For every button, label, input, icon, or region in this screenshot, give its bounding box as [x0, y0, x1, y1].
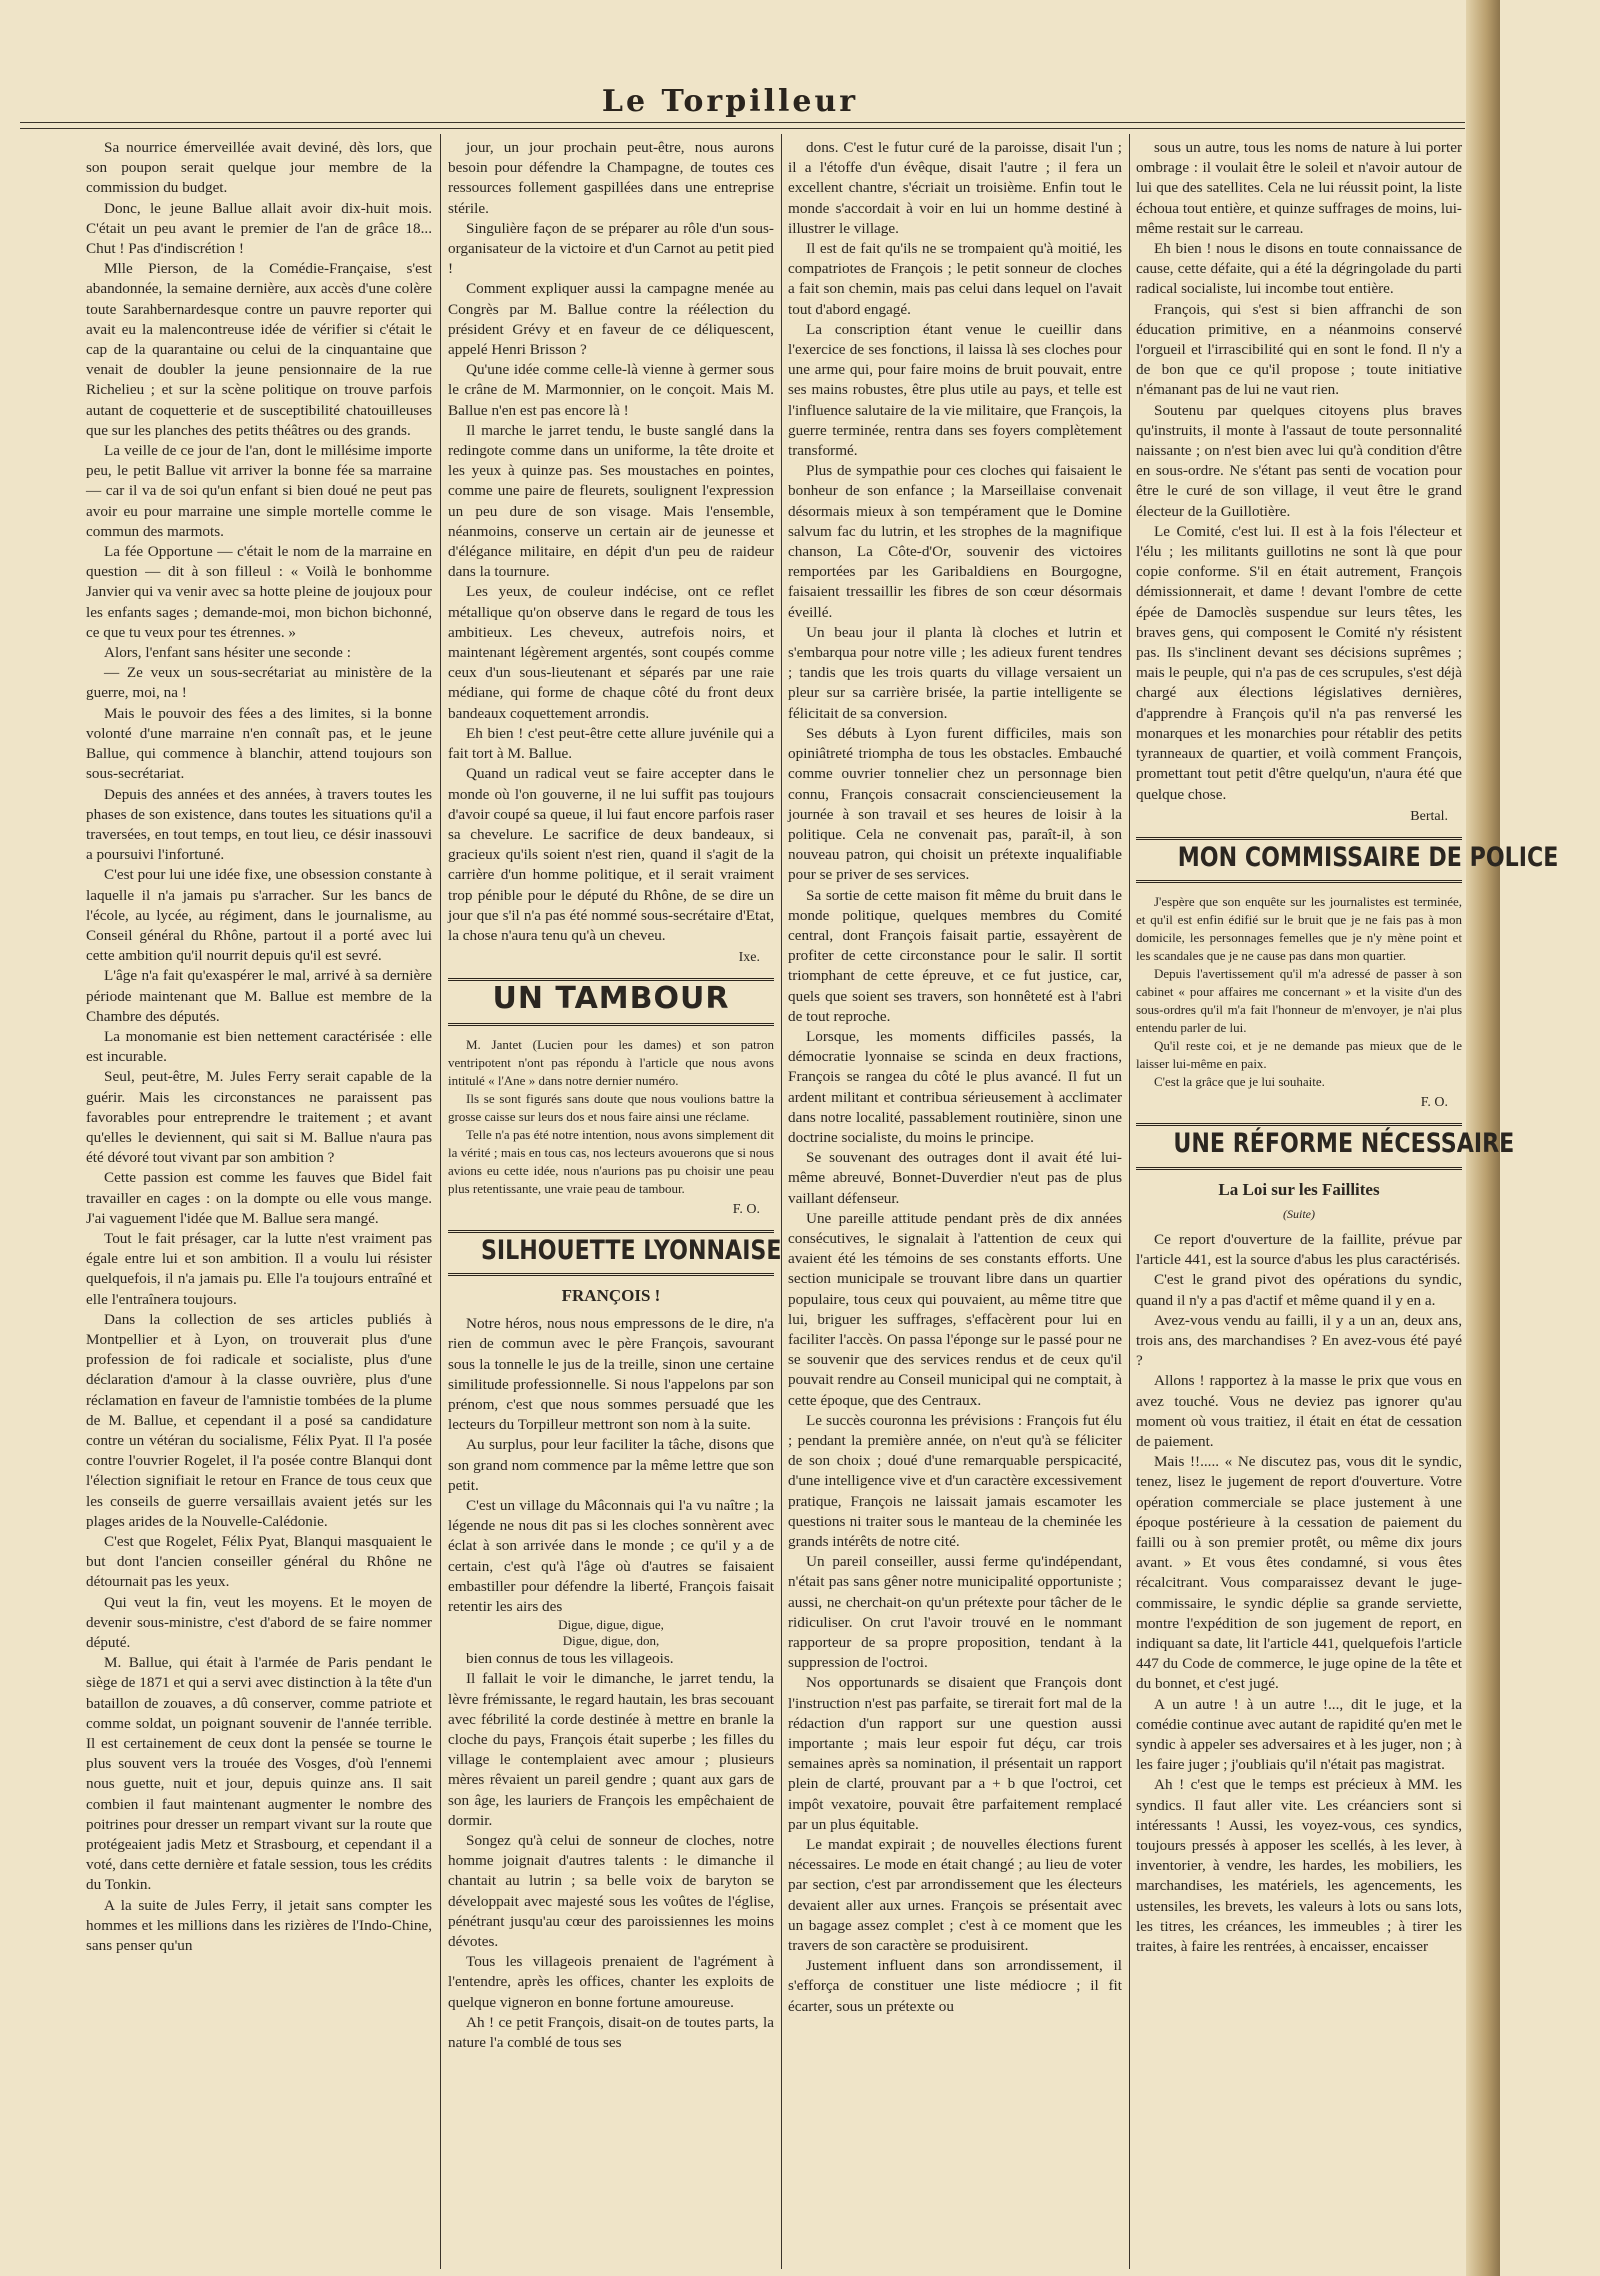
paragraph: Notre héros, nous nous empressons de le dire, n'a rien de commun avec le père François, savourant sous la tonnelle le jus de la treille, sinon une certaine similitude professionnelle. Si nous l'appelons par son prénom, c'est que nous sommes persuadé que les lecteurs du Torpilleur mettront son nom à la suite.: [448, 1315, 774, 1434]
column-4: [1136, 138, 1559, 2270]
paragraph: Dans la collection de ses articles publiés à Montpellier et à Lyon, on trouverait plus d'une profession de foi radicale et socialiste, plus d'une déclaration d'amour à la classe ouvrière, plus d'une réclamation en faveur de l'amnistie tombées de la plume de M. Ballue, et cependant il a posé sa candidature contre un vétéran du socialisme, Félix Pyat. Il l'a posée contre l'ouvrier Rogelet, il l'a posée contre Blanqui dont l'élection signifiait le retour en France de tous ceux que les conseils de guerre versaillais avaient jetés sur les plages arides de la Nouvelle-Calédonie.: [86, 1310, 432, 1530]
paragraph: Qu'une idée comme celle-là vienne à germer sous le crâne de M. Marmonnier, on le conçoit. Mais M. Ballue n'en est pas encore là !: [448, 361, 774, 419]
article-heading-box: [1136, 1123, 1515, 1169]
paragraph: jour, un jour prochain peut-être, nous aurons besoin pour défendre la Champagne, de toutes ces ressources follement gaspillées dans une entreprise stérile.: [448, 139, 774, 217]
paragraph: Il marche le jarret tendu, le buste sanglé dans la redingote comme dans un uniforme, la tête droite et les yeux à quinze pas. Ses moustaches en pointes, comme une paire de fleurets, soulignent l'expression un peu dure de son visage. Mais l'ensemble, néanmoins, conserve un certain air de jeunesse et d'élégance militaire, en dépit d'un peu de raideur dans la tournure.: [448, 421, 774, 581]
paragraph: Le mandat expirait ; de nouvelles élections furent nécessaires. Le mode en était changé ; au lieu de voter par section, c'est par arrondissement que les électeurs devaient aller aux urnes. François se présentait avec un bagage assez complet ; c'est à ce moment que les travers de son caractère se produisirent.: [788, 1836, 1122, 1955]
paragraph: Eh bien ! nous le disons en toute connaissance de cause, cette défaite, qui a été la dégringolade du parti radical socialiste, lui incombe tout entière.: [1136, 240, 1462, 298]
article-heading: UNE RÉFORME NÉCESSAIRE: [1173, 1128, 1515, 1160]
paragraph: Songez qu'à celui de sonneur de cloches, notre homme joignait d'autres talents : le dimanche il chantait au lutrin ; sa belle voix de baryton se développait avec majesté sous les voûtes de l'église, pénétrant jusqu'au cœur des paroissiennes les moins dévotes.: [448, 1832, 774, 1951]
paragraph: La conscription étant venue le cueillir dans l'exercice de ses fonctions, il laissa là ses cloches pour une arme qui, pour faire moins de bruit pouvait, entre ses mains robustes, être plus utile au pays, et telle est l'influence salutaire de la vie militaire, que François, la guerre terminée, rentra dans ses foyers complètement transformé.: [788, 320, 1122, 460]
paragraph: Qu'il reste coi, et je ne demande pas mieux que de le laisser lui-même en paix.: [1136, 1038, 1462, 1072]
paragraph: Tout le fait présager, car la lutte n'est vraiment pas égale entre lui et son ambition. Il a voulu lui résister quelquefois, il n'a jamais pu. Elle l'a toujours entraîné et elle l'entraînera toujours.: [86, 1229, 432, 1308]
paragraph: Allons ! rapportez à la masse le prix que vous en avez touché. Vous ne deviez pas ignorer qu'au moment où vous traitiez, il était en état de cessation de paiement.: [1136, 1372, 1462, 1450]
paragraph: Qui veut la fin, veut les moyens. Et le moyen de devenir sous-ministre, c'est d'abord de se faire nommer député.: [86, 1593, 432, 1652]
paragraph: La veille de ce jour de l'an, dont le millésime importe peu, le petit Ballue vit arriver la bonne fée sa marraine — car il va de soi qu'un enfant si bien doué ne peut pas avoir eu pour marraine une simple mortelle comme le commun des marmots.: [86, 442, 432, 540]
paragraph: bien connus de tous les villageois.: [466, 1650, 674, 1668]
paragraph: Cette passion est comme les fauves que Bidel fait travailler en cages : on la dompte ou elle vous mange. J'ai vaguement l'idée que M. Ballue sera mangé.: [86, 1169, 432, 1227]
verse-line: Digue, digue, don,: [562, 1633, 660, 1649]
paragraph: C'est pour lui une idée fixe, une obsession constante à laquelle il n'a jamais pu s'arracher. Sur les bancs de l'école, au lycée, au régiment, dans le journalisme, au Conseil général du Rhône, partout il a porté avec lui cette ambition qu'il nourrit depuis qu'il est sevré.: [86, 866, 432, 965]
article-subheading: FRANÇOIS !: [561, 1285, 661, 1305]
paragraph: Le Comité, c'est lui. Il est à la fois l'électeur et l'élu ; les militants guillotins ne sont là que pour copie conforme. S'il en était autrement, François démissionnerait, et dame ! devant l'ombre de cette épée de Damoclès suspendue sur leurs têtes, les braves gens, qui composent le Comité n'y résistent pas. Ils s'inclinent devant ses décisions suprêmes ; mais le peuple, qui n'a pas de ces scrupules, s'est déjà chargé aux élections législatives dernières, d'apprendre à François qu'il n'a pas renversé les monarques et les monarchies pour rétablir des petits tyranneaux de quartier, et voilà comment François, promettant tout petit d'être quelqu'un, n'aura été que quelque chose.: [1136, 522, 1462, 803]
paragraph: Singulière façon de se préparer au rôle d'un sous-organisateur de la victoire et d'un Carnot au petit pied !: [448, 219, 774, 278]
paragraph: Soutenu par quelques citoyens plus braves qu'instruits, il monte à l'assaut de toute personnalité naissante ; on n'est bien avec lui qu'à condition d'être en sous-ordre. Ne s'étant pas senti de vocation pour être le curé de son village, il veut être le grand électeur de la Guillotière.: [1136, 401, 1462, 520]
paragraph: Ils se sont figurés sans doute que nous voulions battre la grosse caisse sur leurs dos et nous faire ainsi une réclame.: [448, 1090, 774, 1124]
signature: Ixe.: [738, 950, 760, 966]
paragraph: L'âge n'a fait qu'exaspérer le mal, arrivé à sa dernière période maintenant que M. Ballue est membre de la Chambre des députés.: [86, 967, 432, 1025]
masthead-title: Le Torpilleur: [601, 84, 859, 119]
paragraph: Lorsque, les moments difficiles passés, la démocratie lyonnaise se scinda en deux fractions, François se rangea du côté le plus avancé. Il fut un ardent militant et contribua sérieusement à acclimater dans notre localité, passablement routinière, sinon une doctrine socialiste, du moins le principe.: [788, 1027, 1122, 1146]
paragraph: Depuis des années et des années, à travers toutes les phases de son existence, dans toutes les situations qu'il a traversées, en tout temps, en tout lieu, ce désir inassouvi a poursuivi l'infortuné.: [86, 785, 432, 864]
article-heading: SILHOUETTE LYONNAISE: [480, 1234, 782, 1266]
article-subheading: La Loi sur les Faillites: [1218, 1179, 1380, 1199]
article-heading-box: [448, 978, 774, 1025]
article-note: (Suite): [1283, 1206, 1315, 1221]
paragraph: J'espère que son enquête sur les journalistes est terminée, et qu'il est enfin édifié sur le bruit que je ne fais pas à mon domicile, les personnages femelles que je n'y mène point et les scandales que je ne cause pas dans mon quartier.: [1136, 894, 1462, 964]
paragraph: Nos opportunards se disaient que François dont l'instruction n'est pas parfaite, se tirerait fort mal de la rédaction d'un rapport sur une question aussi importante ; mais leur espoir fut déçu, car trois semaines après sa nomination, il présentait un rapport plein de clarté, prouvant par a + b que l'octroi, cet impôt vexatoire, pouvait être parfaitement remplacé par un plus équitable.: [788, 1674, 1122, 1833]
paragraph: A la suite de Jules Ferry, il jetait sans compter les hommes et les millions dans les rizières de l'Indo-Chine, sans penser qu'un: [86, 1896, 432, 1955]
column-1: [86, 138, 432, 2270]
signature: F. O.: [1420, 1095, 1448, 1111]
paragraph: Tous les villageois prenaient de l'agrément à l'entendre, après les offices, chanter les exploits de quelque vigneron en bonne fortune amoureuse.: [448, 1953, 774, 2011]
paragraph: Telle n'a pas été notre intention, nous avons simplement dit la vérité ; mais en tous cas, nos lecteurs avouerons que si nous avions eu cette idée, nous n'aurions pas pu choisir une peau plus retentissante, une vraie peau de tambour.: [448, 1126, 774, 1196]
paragraph: Sa nourrice émerveillée avait deviné, dès lors, que son poupon serait quelque jour membre de la commission du budget.: [86, 139, 432, 197]
paragraph: sous un autre, tous les noms de nature à lui porter ombrage : il voulait être le soleil et n'avoir autour de lui que des satellites. Cela ne lui réussit point, la liste échoua tout entière, et quinze suffrages de moins, lui-même restait sur le carreau.: [1136, 139, 1462, 237]
paragraph: Comment expliquer aussi la campagne menée au Congrès par M. Ballue contre la réélection du président Grévy et en faveur de ce déliquescent, appelé Henri Brisson ?: [448, 280, 774, 359]
paragraph: Eh bien ! c'est peut-être cette allure juvénile qui a fait tort à M. Ballue.: [448, 724, 774, 763]
article-heading: UN TAMBOUR: [492, 981, 730, 1017]
article-heading: MON COMMISSAIRE DE POLICE: [1177, 841, 1559, 873]
column-3: [788, 138, 1122, 2270]
paragraph: Sa sortie de cette maison fit même du bruit dans le monde politique, quelques membres du Comité central, dont François faisait partie, essayèrent de profiter de cette circonstance pour le salir. Il sortit triomphant de cette épreuve, et ce fut justice, car, quels que soient ses travers, son honnêteté est à l'abri de tout reproche.: [788, 886, 1122, 1025]
masthead-rule: [20, 128, 1465, 129]
article-heading-box: [1136, 837, 1559, 883]
paragraph: Mais !!..... « Ne discutez pas, vous dit le syndic, tenez, lisez le jugement de report d'ouverture. Votre opération commerciale se place justement à une époque postérieure à la cessation de paiement du failli ou à son premier protêt, ou même dix jours avant. » Et vous êtes condamné, si vous êtes récalcitrant. Vous comparaissez devant le juge-commissaire, le syndic déplie sa grande serviette, montre l'expédition de son jugement de report, en indiquant sa date, lit l'article 441, quelquefois l'article 447 du Code de commerce, le juge opine de la tête et du bonnet, et c'est jugé.: [1136, 1453, 1462, 1693]
column-divider: [1129, 134, 1130, 2269]
paragraph: Le succès couronna les prévisions : François fut élu ; pendant la première année, on n'eut qu'à se féliciter de son choix ; doué d'une remarquable perspicacité, d'une intelligence vive et d'un caractère excessivement pratique, François ne laissait jamais escamoter les questions ni traiter sous le manteau de la cheminée les grands intérêts de notre cité.: [788, 1411, 1122, 1551]
paragraph: La fée Opportune — c'était le nom de la marraine en question — dit à son filleul : « Voilà le bonhomme Janvier qui va venir avec sa hotte pleine de joujoux pour les enfants sages ; demande-moi, mon bichon bichonné, ce que tu veux pour tes étrennes. »: [86, 543, 432, 641]
paragraph: Au surplus, pour leur faciliter la tâche, disons que son grand nom commence par la même lettre que son petit.: [448, 1436, 774, 1494]
paragraph: Ah ! ce petit François, disait-on de toutes parts, la nature l'a comblé de tous ses: [448, 2013, 774, 2052]
verse-line: Digue, digue, digue,: [558, 1617, 664, 1633]
paragraph: Justement influent dans son arrondissement, il s'efforça de constituer une liste médiocre ; il fit écarter, sous un prétexte ou: [788, 1957, 1122, 2015]
paragraph: C'est que Rogelet, Félix Pyat, Blanqui masquaient le but dont l'ancien conseiller général du Rhône ne détournait pas les yeux.: [86, 1533, 432, 1591]
paragraph: Ce report d'ouverture de la faillite, prévue par l'article 441, est la source d'abus les plus caractérisés.: [1136, 1230, 1462, 1269]
paragraph: Se souvenant des outrages dont il avait été lui-même abreuvé, Bonnet-Duverdier n'eut pas de plus vaillant défenseur.: [788, 1149, 1122, 1207]
paragraph: Avez-vous vendu au failli, il y a un an, deux ans, trois ans, des marchandises ? En avez-vous été payé ?: [1136, 1311, 1462, 1370]
paragraph: Il fallait le voir le dimanche, le jarret tendu, la lèvre frémissante, le regard hautain, les bras secouant avec fébrilité la corde destinée à mettre en branle la cloche du pays, François était superbe ; les filles du village le contemplaient avec amour ; plusieurs mères rêvaient un pareil gendre ; quant aux gars de son âge, les lauriers de François les empêchaient de dormir.: [448, 1670, 774, 1829]
paragraph: Ah ! c'est que le temps est précieux à MM. les syndics. Il faut aller vite. Les créanciers sont si intéressants ! Aussi, les voyez-vous, ces syndics, toujours pressés à apposer les scellés, à les lever, à inventorier, à vendre, les hardes, les mobiliers, les marchandises, les matériels, les agencements, les ustensiles, les brevets, les valeurs à lots ou sans lots, les titres, les créances, les immeubles ; à tirer les traites, à faire les rentrées, à encaisser, encaisser: [1136, 1776, 1462, 1956]
column-2: [448, 138, 782, 2270]
signature: F. O.: [732, 1201, 760, 1217]
paragraph: M. Jantet (Lucien pour les dames) et son patron ventripotent n'ont pas répondu à l'article que nous avons intitulé « l'Ane » dans notre dernier numéro.: [448, 1036, 774, 1088]
column-divider: [781, 134, 782, 2269]
paragraph: Un beau jour il planta là cloches et lutrin et s'embarqua pour notre ville ; les adieux furent tendres ; tandis que les trois quarts du village versaient un pleur sur sa carrière brisée, la partie intelligente se félicitait de sa conversion.: [788, 623, 1122, 722]
paragraph: Il est de fait qu'ils ne se trompaient qu'à moitié, les compatriotes de François ; le petit sonneur de cloches a fait son chemin, mais pas celui dans lequel on l'avait tout d'abord engagé.: [788, 240, 1122, 318]
paragraph: Une pareille attitude pendant près de dix années consécutives, le signalait à l'attention de ceux qui avaient été les témoins de ses constants efforts. Une section municipale se trouvant libre dans un quartier populaire, tous ceux qui pouvaient, au même titre que lui, briguer les suffrages, s'effacèrent pour lui en faciliter l'accès. On passa l'éponge sur le passé pour ne se souvenir que des services rendus et de ceux qu'il pouvait rendre au Conseil municipal qui ne comptait, à cette époque, que des Centraux.: [788, 1209, 1122, 1409]
paragraph: A un autre ! à un autre !..., dit le juge, et la comédie continue avec autant de rapidité qu'en met le syndic à appeler ses adversaires et à les juger, non ; à les faire juger ; j'oubliais qu'il n'était pas magistrat.: [1136, 1695, 1462, 1774]
paragraph: Un pareil conseiller, aussi ferme qu'indépendant, n'était pas sans gêner notre municipalité opportuniste ; aussi, ne cherchait-on qu'un prétexte pour tâcher de le ridiculiser. On crut l'avoir trouvé en le nommant rapporteur de sa propre proposition, tendant à la suppression de l'octroi.: [788, 1553, 1122, 1672]
paragraph: Donc, le jeune Ballue allait avoir dix-huit mois. C'était un peu avant le premier de l'an de grâce 18... Chut ! Pas d'indiscrétion !: [86, 199, 432, 258]
column-divider: [440, 134, 441, 2269]
paragraph: Mais le pouvoir des fées a des limites, si la bonne volonté d'une marraine n'en connaît pas, et le jeune Ballue, qui commence à blanchir, attend toujours son sous-secrétariat.: [86, 704, 432, 783]
paragraph: Plus de sympathie pour ces cloches qui faisaient le bonheur de son enfance ; la Marseillaise convenait désormais mieux à son tempérament que le Domine salvum fac du lutrin, et les strophes de la magnifique chanson, La Côte-d'Or, souvenir des victoires remportées par les Garibaldiens en Bourgogne, faisaient tressaillir les fibres de son cœur désormais éveillé.: [788, 462, 1122, 621]
paragraph: La monomanie est bien nettement caractérisée : elle est incurable.: [86, 1027, 432, 1066]
paragraph: Seul, peut-être, M. Jules Ferry serait capable de la guérir. Mais les circonstances ne paraissent pas favorables pour entreprendre le traitement ; et avant qu'elles le deviennent, qui sait si M. Ballue n'aura pas été dévoré tout vivant par son ambition ?: [86, 1068, 432, 1167]
paragraph: Mlle Pierson, de la Comédie-Française, s'est abandonnée, la semaine dernière, aux accès d'une colère toute Sarahbernardesque contre un pauvre reporter qui avait eu la malencontreuse idée de vérifier si c'était le cap de la quarantaine ou celui de la cinquantaine que venait de doubler la jeune pensionnaire de la rue Richelieu ; et sur la scène politique on trouve parfois autant de coquetterie et de susceptibilité chatouilleuses que sur les planches des petits théâtres ou des grands.: [86, 260, 432, 439]
paragraph: Alors, l'enfant sans hésiter une seconde :: [104, 644, 351, 662]
paragraph: — Ze veux un sous-secrétariat au ministère de la guerre, moi, na !: [86, 664, 432, 702]
signature: Bertal.: [1410, 808, 1448, 824]
article-heading-box: [448, 1230, 782, 1276]
paragraph: François, qui s'est si bien affranchi de son éducation primitive, en a néanmoins conservé l'orgueil et l'irrascibilité qui en sont le fond. Il n'y a de bon que ce qu'il propose ; toute initiative n'émanant pas de lui ne vaut rien.: [1136, 300, 1462, 399]
paragraph: C'est le grand pivot des opérations du syndic, quand il n'y a pas d'actif et même quand il y en a.: [1136, 1271, 1462, 1309]
paragraph: M. Ballue, qui était à l'armée de Paris pendant le siège de 1871 et qui a servi avec distinction à la tête d'un bataillon de zouaves, a dû conserver, comme patriote et comme soldat, un poignant souvenir de l'année terrible. Il est certainement de ceux dont la pensée se tourne le plus souvent vers la trouée des Vosges, d'où l'ennemi nous guette, nuit et jour, depuis quinze ans. Il sait combien il faut maintenant augmenter le nombre des poitrines pour dresser un rempart vivant sur la route que protégeaient jadis Metz et Strasbourg, et cependant il a voté, dans cette dernière et fatale session, tous les crédits du Tonkin.: [86, 1654, 432, 1894]
paragraph: C'est un village du Mâconnais qui l'a vu naître ; la légende ne nous dit pas si les cloches sonnèrent avec éclat à son arrivée dans le monde ; ce qu'il y a de certain, c'est qu'à l'âge où d'autres se faisaient embastiller pour défendre la liberté, François faisait retentir les airs des: [448, 1496, 774, 1615]
paragraph: dons. C'est le futur curé de la paroisse, disait l'un ; il a l'étoffe d'un évêque, disait l'autre ; il fera un excellent chantre, s'écriait un troisième. Enfin tout le monde s'accordait à voir en lui un homme destiné à illustrer le village.: [788, 139, 1122, 237]
paragraph: Depuis l'avertissement qu'il m'a adressé de passer à son cabinet « pour affaires me concernant » et la visite d'un des sous-ordres qu'il m'a fait l'honneur de m'envoyer, je n'ai plus entendu parler de lui.: [1136, 966, 1462, 1036]
paragraph: Ses débuts à Lyon furent difficiles, mais son opiniâtreté triompha de tous les obstacles. Embauché comme ouvrier tonnelier chez un personnage bien connu, François consacrait consciencieusement la journée à son travail et ses heures de loisir à la politique. Cela ne convenait pas, paraît-il, à son nouveau patron, qui choisit un prétexte inqualifiable pour se priver de ses services.: [788, 724, 1122, 884]
masthead-rule: [20, 122, 1465, 123]
paragraph: Quand un radical veut se faire accepter dans le monde où l'on gouverne, il ne lui suffit pas toujours d'avoir coupé sa queue, il lui faut encore parfois raser sa chevelure. Le sacrifice de deux bandeaux, si gracieux qu'ils soient n'est rien, quand il s'agit de la carrière d'un homme politique, et il serait vraiment trop pénible pour le député du Rhône, de se dire un jour que s'il n'a pas été nommé sous-secrétaire d'Etat, la chose n'aura tenu qu'à un cheveu.: [448, 765, 774, 944]
paragraph: C'est la grâce que je lui souhaite.: [1154, 1074, 1325, 1090]
paragraph: Les yeux, de couleur indécise, ont ce reflet métallique qu'on observe dans le regard de tous les ambitieux. Les cheveux, autrefois noirs, et maintenant légèrement argentés, sont coupés comme ceux d'un sous-lieutenant et séparés par une raie médiane, qui forme de chaque côté du front deux bandeaux coquettement arrondis.: [448, 583, 774, 722]
